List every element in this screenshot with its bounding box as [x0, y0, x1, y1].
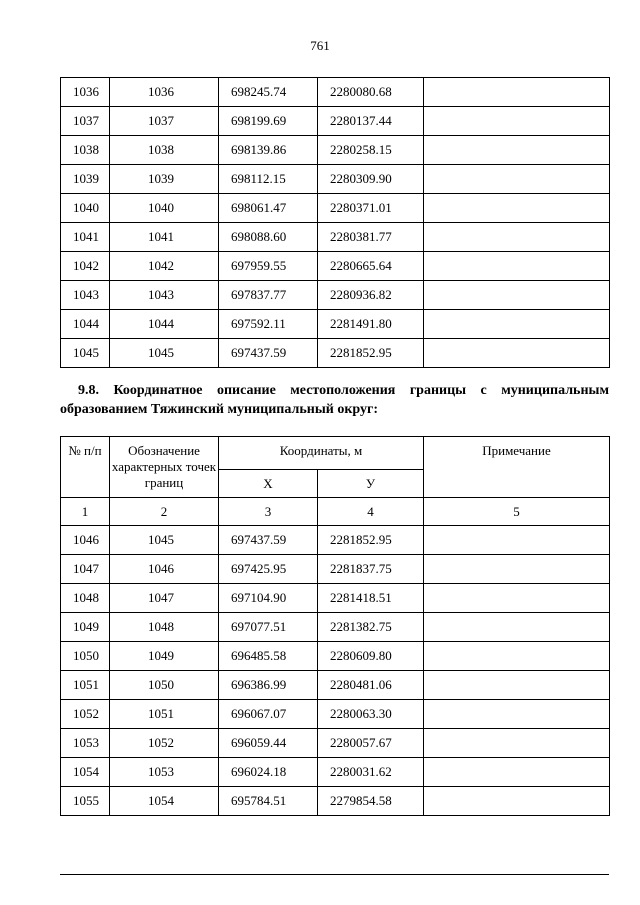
table-cell: 1042 — [61, 252, 110, 281]
table-cell: 1050 — [110, 671, 219, 700]
table-row — [61, 555, 610, 584]
table-cell: 1046 — [110, 555, 219, 584]
table-cell: 2280063.30 — [318, 700, 424, 729]
table-cell: 698139.86 — [219, 136, 318, 165]
table-cell: 1052 — [110, 729, 219, 758]
table-cell: 2280609.80 — [318, 642, 424, 671]
table-cell: 696386.99 — [219, 671, 318, 700]
table-cell: 697425.95 — [219, 555, 318, 584]
table-b-body — [61, 526, 610, 816]
table-cell — [424, 339, 610, 368]
table-cell — [424, 787, 610, 816]
table-cell: 2280309.90 — [318, 165, 424, 194]
table-cell: 2280371.01 — [318, 194, 424, 223]
table-cell: 2281418.51 — [318, 584, 424, 613]
table-cell — [424, 700, 610, 729]
table-cell: 697837.77 — [219, 281, 318, 310]
table-cell: 698061.47 — [219, 194, 318, 223]
table-cell: 2281382.75 — [318, 613, 424, 642]
table-row — [61, 613, 610, 642]
table-cell: 2279854.58 — [318, 787, 424, 816]
table-row — [61, 729, 610, 758]
table-row — [61, 78, 610, 107]
table-cell: 697104.90 — [219, 584, 318, 613]
table-cell: 2281837.75 — [318, 555, 424, 584]
table-cell: 2280258.15 — [318, 136, 424, 165]
table-cell: 1049 — [61, 613, 110, 642]
table-cell: 2280031.62 — [318, 758, 424, 787]
col-number-2: 2 — [110, 498, 219, 526]
table-cell: 1041 — [110, 223, 219, 252]
table-cell: 698088.60 — [219, 223, 318, 252]
table-cell: 1044 — [110, 310, 219, 339]
table-cell — [424, 555, 610, 584]
coordinates-table — [60, 436, 610, 816]
table-cell: 2281491.80 — [318, 310, 424, 339]
table-row — [61, 787, 610, 816]
table-cell: 697592.11 — [219, 310, 318, 339]
table-cell — [424, 252, 610, 281]
table-cell: 2280936.82 — [318, 281, 424, 310]
table-cell — [424, 613, 610, 642]
table-row — [61, 107, 610, 136]
table-cell: 1038 — [61, 136, 110, 165]
table-row — [61, 642, 610, 671]
table-cell: 1047 — [61, 555, 110, 584]
section-title: 9.8. Координатное описание местоположения границы с муниципальным образованием Тяжинский муниципальный округ: — [60, 383, 609, 417]
table-cell: 697077.51 — [219, 613, 318, 642]
table-cell: 1036 — [61, 78, 110, 107]
table-cell: 2281852.95 — [318, 526, 424, 555]
table-cell: 697437.59 — [219, 526, 318, 555]
table-cell — [424, 310, 610, 339]
table-row — [61, 136, 610, 165]
col-number-1: 1 — [61, 498, 110, 526]
table-cell: 2281852.95 — [318, 339, 424, 368]
table-cell: 1051 — [110, 700, 219, 729]
table-cell: 697959.55 — [219, 252, 318, 281]
table-cell: 2280137.44 — [318, 107, 424, 136]
table-cell: 1038 — [110, 136, 219, 165]
table-cell: 1043 — [61, 281, 110, 310]
table-cell — [424, 281, 610, 310]
table-cell: 1053 — [110, 758, 219, 787]
table-cell: 1052 — [61, 700, 110, 729]
table-cell — [424, 584, 610, 613]
table-cell: 2280665.64 — [318, 252, 424, 281]
table-cell: 1039 — [61, 165, 110, 194]
col-number-5: 5 — [424, 498, 610, 526]
table-row — [61, 310, 610, 339]
header-designation: Обозначение характерных точек границ — [110, 437, 219, 498]
table-cell: 1045 — [110, 526, 219, 555]
table-cell — [424, 758, 610, 787]
table-cell: 1050 — [61, 642, 110, 671]
table-cell — [424, 729, 610, 758]
table-cell: 698245.74 — [219, 78, 318, 107]
table-row — [61, 758, 610, 787]
table-row — [61, 339, 610, 368]
table-cell: 1048 — [110, 613, 219, 642]
table-cell: 1037 — [61, 107, 110, 136]
table-cell: 1053 — [61, 729, 110, 758]
table-row — [61, 252, 610, 281]
header-coordinates: Координаты, м — [219, 437, 424, 470]
table-cell: 2280080.68 — [318, 78, 424, 107]
table-row — [61, 526, 610, 555]
table-cell: 1054 — [61, 758, 110, 787]
table-row — [61, 223, 610, 252]
table-row — [61, 281, 610, 310]
col-number-3: 3 — [219, 498, 318, 526]
table-cell: 2280481.06 — [318, 671, 424, 700]
table-cell: 1037 — [110, 107, 219, 136]
table-cell: 696059.44 — [219, 729, 318, 758]
table-cell: 1045 — [61, 339, 110, 368]
table-header — [61, 437, 610, 526]
col-number-4: 4 — [318, 498, 424, 526]
table-row — [61, 700, 610, 729]
header-note: Примечание — [424, 437, 610, 498]
table-cell: 1049 — [110, 642, 219, 671]
header-y: У — [318, 470, 424, 498]
table-cell: 697437.59 — [219, 339, 318, 368]
table-cell — [424, 642, 610, 671]
table-cell: 698199.69 — [219, 107, 318, 136]
table-cell — [424, 136, 610, 165]
table-cell: 1045 — [110, 339, 219, 368]
table-cell — [424, 165, 610, 194]
table-cell: 1039 — [110, 165, 219, 194]
table-cell: 1048 — [61, 584, 110, 613]
table-cell: 1043 — [110, 281, 219, 310]
table-cell — [424, 526, 610, 555]
table-cell: 1044 — [61, 310, 110, 339]
table-row — [61, 165, 610, 194]
table-cell — [424, 223, 610, 252]
table-cell: 1054 — [110, 787, 219, 816]
table-cell: 1042 — [110, 252, 219, 281]
header-x: X — [219, 470, 318, 498]
table-cell: 1036 — [110, 78, 219, 107]
table-cell: 696067.07 — [219, 700, 318, 729]
table-cell: 696485.58 — [219, 642, 318, 671]
bottom-rule — [60, 874, 609, 875]
table-cell — [424, 78, 610, 107]
table-cell: 1046 — [61, 526, 110, 555]
table-row — [61, 194, 610, 223]
table-cell — [424, 107, 610, 136]
table-cell: 695784.51 — [219, 787, 318, 816]
table-cell: 2280057.67 — [318, 729, 424, 758]
table-a-body — [61, 78, 610, 368]
table-row — [61, 584, 610, 613]
coordinates-table-continued — [60, 77, 610, 368]
table-cell: 1040 — [110, 194, 219, 223]
table-cell: 1051 — [61, 671, 110, 700]
table-cell — [424, 194, 610, 223]
table-cell: 1040 — [61, 194, 110, 223]
header-num: № п/п — [61, 437, 110, 498]
table-cell: 1055 — [61, 787, 110, 816]
table-cell: 1041 — [61, 223, 110, 252]
table-cell — [424, 671, 610, 700]
table-cell: 696024.18 — [219, 758, 318, 787]
table-cell: 698112.15 — [219, 165, 318, 194]
table-row — [61, 671, 610, 700]
table-cell: 1047 — [110, 584, 219, 613]
table-cell: 2280381.77 — [318, 223, 424, 252]
page-number: 761 — [310, 38, 330, 53]
